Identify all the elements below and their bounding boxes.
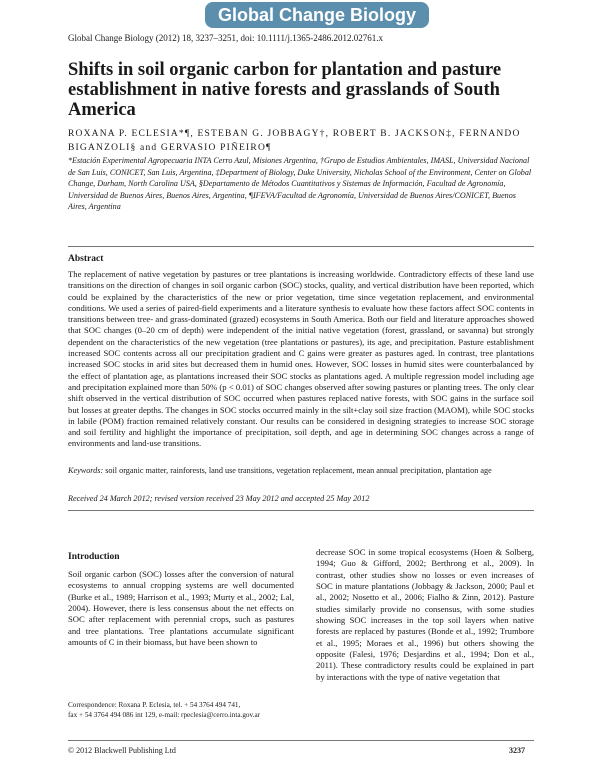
- keywords: [68, 465, 534, 477]
- introduction-right-column: decrease SOC in some tropical ecosystems (Hoen & Solberg, 1994; Guo & Gifford, 2002; Berthrong et al., 2009). In contrast, other studies show no losses or even increases of SOC in mature plantations (Jobbagy & Jackson, 2000; Paul et al., 2002; Nosetto et al., 2006; Fialho & Zinn, 2012). Pasture studies similarly provide no consensus, with some studies showing SOC increases in the top soil layers when native forests are replaced by pastures (Bonde et al., 1992; Trumbore et al., 1995; Moraes et al., 1996) but others showing the opposite (Falesi, 1976; Desjardins et al., 1994; Don et al., 2011). These contradictory results could be explained in part by interactions with the type of native vegetation that: [316, 547, 534, 682]
- keywords-text: soil organic matter, rainforests, land use transitions, vegetation replacement, mean annual precipitation, plantation age: [105, 466, 492, 475]
- abstract-heading: Abstract: [68, 254, 104, 264]
- affiliations: *Estación Experimental Agropecuaria INTA Cerro Azul, Misiones Argentina, †Grupo de Estudios Ambientales, IMASL, Universidad Nacional de San Luis, CONICET, San Luis, Argentina, ‡Department of Biology, Duke University, Nicholas School of the Environment, Center on Global Change, Durham, North Carolina USA, §Departamento de Métodos Cuantitativos y Sistemas de Información, Facultad de Agronomía, Universidad de Buenos Aires, Buenos Aires, Argentina, ¶IFEVA/Facultad de Agronomía, Universidad de Buenos Aires/CONICET, Buenos Aires, Argentina: [68, 156, 532, 211]
- keywords-label: Keywords:: [68, 466, 104, 475]
- correspondence-line-2: fax + 54 3764 494 086 int 129, e-mail: rpeclesia@cerro.inta.gov.ar: [68, 711, 261, 719]
- divider-top: [68, 246, 534, 247]
- correspondence-line-1: Correspondence: Roxana P. Eclesia, tel. + 54 3764 494 741,: [68, 701, 241, 709]
- abstract-text: The replacement of native vegetation by pastures or tree plantations is increasing worldwide. Contradictory effects of these land use transitions on the direction of changes in soil organic carbon (SOC) stocks, quality, and vertical distribution have been reported, which could be explained by the characteristics of the new or prior vegetation, time since vegetation replacement, and environmental conditions. We used a series of paired-field experiments and a literature synthesis to evaluate how these factors affect SOC contents in transitions between tree- and grass-dominated (grazed) ecosystems in South America. Both our field and literature approaches showed that SOC changes (0–20 cm of depth) were independent of the initial native vegetation (forest, grassland, or savanna) but strongly dependent on the characteristics of the new vegetation (tree plantations or pastures), its age, and precipitation. Pasture establishment increased SOC contents across all our precipitation gradient and C gains were greater as pastures aged. In contrast, tree plantations increased SOC stocks in arid sites but decreased them in humid ones. However, SOC losses in humid sites were counterbalanced by the effect of plantation age, as plantations increased their SOC stocks as plantations aged. A multiple regression model including age and precipitation explained more than 50% (p < 0.01) of SOC changes observed after sowing pastures or planting trees. The only clear shift observed in the vertical distribution of SOC occurred when pastures replaced native forests, with SOC gains in the surface soil but losses at greater depths. The changes in SOC stocks occurred mainly in the silt+clay soil size fraction (MAOM), while SOC stocks in labile (POM) fraction remained relatively constant. Our results can be considered in designing strategies to increase SOC storage and soil fertility and highlight the importance of precipitation, soil depth, and age in determining SOC changes across a range of environments and land-use transitions.: [68, 269, 534, 449]
- page-number: 3237: [509, 746, 525, 755]
- footer-divider: [68, 740, 534, 741]
- author-list: ROXANA P. ECLESIA*¶, ESTEBAN G. JOBBAGY†, ROBERT B. JACKSON‡, FERNANDO BIGANZOLI§ and GERVASIO PIÑEIRO¶: [68, 129, 521, 153]
- journal-banner: Global Change Biology: [205, 2, 429, 28]
- divider-bottom: [68, 510, 534, 511]
- received-dates: Received 24 March 2012; revised version received 23 May 2012 and accepted 25 May 2012: [68, 494, 370, 503]
- copyright: © 2012 Blackwell Publishing Ltd: [68, 746, 176, 755]
- introduction-left-column: Soil organic carbon (SOC) losses after the conversion of natural ecosystems to annual cropping systems are well documented (Burke et al., 1989; Harrison et al., 1993; Murty et al., 2002; Lal, 2004). However, there is less consensus about the net effects on SOC after replacement with perennial crops, such as pastures and tree plantations. Tree plantations accumulate significant amounts of C in their biomass, but have been shown to: [68, 569, 294, 648]
- introduction-heading: Introduction: [68, 552, 120, 562]
- correspondence-note: [68, 700, 298, 720]
- citation-line: Global Change Biology (2012) 18, 3237–3251, doi: 10.1111/j.1365-2486.2012.02761.x: [68, 33, 383, 43]
- article-title: Shifts in soil organic carbon for plantation and pasture establishment in native forests and grasslands of South America: [68, 60, 502, 120]
